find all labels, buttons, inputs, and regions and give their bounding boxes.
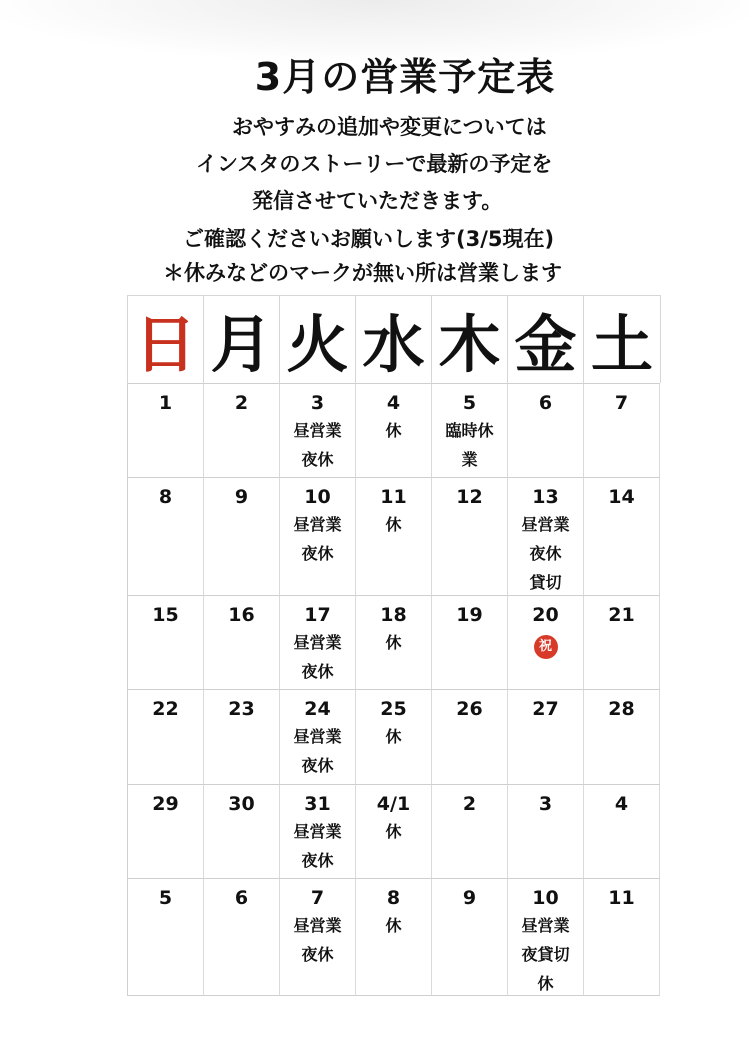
calendar-day-cell [508, 477, 584, 595]
day-number: 22 [152, 698, 179, 720]
schedule-note-line: 夜休 [301, 756, 334, 775]
schedule-note-line: 夜貸切 [521, 945, 570, 964]
schedule-note-line: 夜休 [301, 851, 334, 870]
calendar-day-cell [204, 477, 280, 595]
day-schedule-note [508, 911, 583, 998]
calendar-day-cell [128, 595, 204, 689]
day-schedule-note [356, 416, 431, 445]
day-number: 26 [456, 698, 483, 720]
schedule-note-line: 臨時休 [445, 421, 494, 440]
schedule-note-line: 昼営業 [293, 515, 342, 534]
calendar-week-row [127, 383, 661, 477]
day-number: 5 [462, 392, 477, 414]
day-number: 9 [234, 486, 249, 508]
calendar-day-cell [356, 383, 432, 477]
calendar-day-cell [280, 689, 356, 784]
schedule-note-line: 休 [385, 727, 402, 746]
calendar-day-cell [128, 784, 204, 878]
weekday-thursday: 木 [432, 296, 508, 383]
weekday-tuesday: 火 [280, 296, 356, 383]
schedule-note-line: 夜休 [301, 450, 334, 469]
day-number: 6 [234, 887, 249, 909]
calendar-day-cell [128, 477, 204, 595]
schedule-note-line: 休 [385, 515, 402, 534]
day-number: 12 [456, 486, 483, 508]
schedule-note-line: 夜休 [301, 544, 334, 563]
day-number: 3 [538, 793, 553, 815]
day-number: 2 [234, 392, 249, 414]
calendar-day-cell [356, 784, 432, 878]
day-number: 4 [614, 793, 629, 815]
day-number: 3 [310, 392, 325, 414]
day-number: 25 [380, 698, 407, 720]
calendar-week-row [127, 477, 661, 595]
day-schedule-note [356, 817, 431, 846]
calendar-day-cell [356, 878, 432, 996]
calendar-day-cell [204, 595, 280, 689]
schedule-note-line: 休 [385, 822, 402, 841]
day-number: 21 [608, 604, 635, 626]
schedule-note-line: 昼営業 [293, 822, 342, 841]
calendar-day-cell [584, 689, 660, 784]
calendar-day-cell [432, 595, 508, 689]
calendar-day-cell [432, 689, 508, 784]
header-shade [0, 0, 750, 60]
schedule-note-line: 休 [385, 916, 402, 935]
notice-line: ＊休みなどのマークが無い所は営業します [163, 261, 562, 285]
calendar-grid [127, 383, 661, 996]
calendar-day-cell [584, 595, 660, 689]
day-number: 29 [152, 793, 179, 815]
day-schedule-note [280, 510, 355, 568]
day-schedule-note [280, 817, 355, 875]
day-number: 14 [608, 486, 635, 508]
calendar-day-cell [432, 383, 508, 477]
calendar-day-cell [204, 784, 280, 878]
calendar-day-cell [356, 595, 432, 689]
calendar-day-cell [432, 878, 508, 996]
schedule-note-line: 夜休 [301, 945, 334, 964]
day-number: 19 [456, 604, 483, 626]
weekday-monday: 月 [204, 296, 280, 383]
day-number: 8 [158, 486, 173, 508]
calendar-day-cell [204, 689, 280, 784]
day-schedule-note [280, 416, 355, 474]
schedule-note-line: 休 [385, 421, 402, 440]
day-number: 8 [386, 887, 401, 909]
calendar-week-row [127, 878, 661, 996]
schedule-note-line: 昼営業 [293, 916, 342, 935]
calendar-day-cell [584, 383, 660, 477]
day-number: 7 [310, 887, 325, 909]
day-schedule-note [432, 416, 507, 474]
day-schedule-note [280, 911, 355, 969]
calendar-day-cell [508, 689, 584, 784]
schedule-note-line: 昼営業 [521, 916, 570, 935]
day-schedule-note [280, 628, 355, 686]
weekday-header [127, 295, 661, 383]
calendar-day-cell [204, 383, 280, 477]
weekday-sunday: 日 [128, 296, 204, 383]
schedule-note-line: 昼営業 [293, 727, 342, 746]
day-number: 16 [228, 604, 255, 626]
day-schedule-note [356, 911, 431, 940]
day-number: 15 [152, 604, 179, 626]
day-schedule-note [280, 722, 355, 780]
day-number: 4/1 [376, 793, 411, 815]
day-number: 9 [462, 887, 477, 909]
notice-line: 発信させていただきます。 [252, 189, 503, 213]
weekday-wednesday: 水 [356, 296, 432, 383]
weekday-saturday: 土 [584, 296, 660, 383]
notice-line: インスタのストーリーで最新の予定を [196, 152, 553, 176]
schedule-note-line: 貸切 [529, 573, 562, 592]
calendar-week-row [127, 595, 661, 689]
schedule-note-line: 昼営業 [293, 421, 342, 440]
day-number: 2 [462, 793, 477, 815]
day-number: 23 [228, 698, 255, 720]
day-number: 4 [386, 392, 401, 414]
schedule-note-line: 昼営業 [521, 515, 570, 534]
day-number: 11 [380, 486, 407, 508]
calendar-day-cell [508, 784, 584, 878]
day-number: 10 [304, 486, 331, 508]
day-schedule-note [356, 628, 431, 657]
day-number: 31 [304, 793, 331, 815]
notice-line: おやすみの追加や変更については [232, 115, 547, 139]
schedule-note-line: 夜休 [301, 662, 334, 681]
day-number: 28 [608, 698, 635, 720]
schedule-note-line: 業 [461, 450, 478, 469]
day-number: 10 [532, 887, 559, 909]
day-number: 7 [614, 392, 629, 414]
calendar-day-cell [204, 878, 280, 996]
notice-line: ご確認くださいお願いします(3/5現在) [183, 227, 555, 251]
calendar-day-cell [584, 784, 660, 878]
calendar-week-row [127, 689, 661, 784]
day-number: 27 [532, 698, 559, 720]
calendar [127, 295, 661, 996]
calendar-day-cell [128, 689, 204, 784]
holiday-badge: 祝 [534, 635, 558, 659]
schedule-note-line: 休 [385, 633, 402, 652]
calendar-day-cell [280, 784, 356, 878]
calendar-day-cell [584, 878, 660, 996]
weekday-friday: 金 [508, 296, 584, 383]
day-number: 30 [228, 793, 255, 815]
day-schedule-note [356, 510, 431, 539]
day-number: 17 [304, 604, 331, 626]
calendar-day-cell [508, 383, 584, 477]
calendar-week-row [127, 784, 661, 878]
calendar-day-cell [432, 477, 508, 595]
day-number: 5 [158, 887, 173, 909]
page-title: 3月の営業予定表 [254, 55, 556, 99]
calendar-day-cell [432, 784, 508, 878]
calendar-day-cell [280, 383, 356, 477]
calendar-day-cell [356, 689, 432, 784]
calendar-day-cell [280, 878, 356, 996]
day-number: 24 [304, 698, 331, 720]
schedule-note-line: 昼営業 [293, 633, 342, 652]
day-number: 1 [158, 392, 173, 414]
calendar-day-cell [128, 383, 204, 477]
calendar-day-cell [356, 477, 432, 595]
calendar-day-cell [508, 595, 584, 689]
calendar-day-cell [128, 878, 204, 996]
schedule-note-line: 休 [537, 974, 554, 993]
day-number: 13 [532, 486, 559, 508]
day-schedule-note [508, 510, 583, 597]
calendar-day-cell [508, 878, 584, 996]
calendar-day-cell [280, 595, 356, 689]
schedule-note-line: 夜休 [529, 544, 562, 563]
calendar-day-cell [584, 477, 660, 595]
day-number: 11 [608, 887, 635, 909]
calendar-day-cell [280, 477, 356, 595]
day-number: 6 [538, 392, 553, 414]
day-number: 18 [380, 604, 407, 626]
day-number: 20 [532, 604, 559, 626]
day-schedule-note [356, 722, 431, 751]
